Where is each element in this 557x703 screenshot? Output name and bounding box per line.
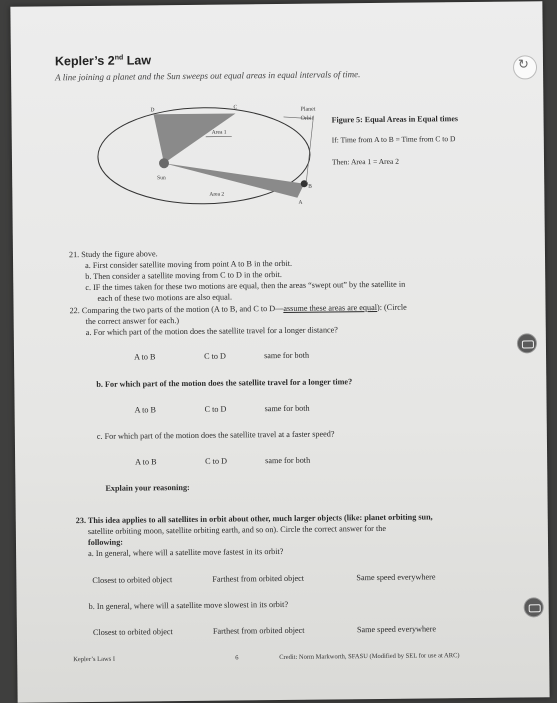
q23-question-a: a. In general, where will a satellite move fastest in its orbit? bbox=[88, 547, 283, 558]
footer-page-number: 6 bbox=[235, 654, 238, 661]
q22-question-b: b. For which part of the motion does the satellite travel for a longer time? bbox=[96, 377, 352, 389]
footer-credit: Credit: Norm Markworth, SFASU (Modified by SEL for use at ARC) bbox=[279, 652, 459, 661]
footer-left: Kepler’s Laws I bbox=[73, 656, 115, 663]
q21-part-c-line1: c. IF the times taken for these two motions are equal, then the areas “swept out” by the satellite in bbox=[85, 280, 405, 292]
q23a-option-closest[interactable]: Closest to orbited object bbox=[92, 575, 172, 585]
q23b-option-same[interactable]: Same speed everywhere bbox=[357, 624, 436, 634]
q22a-option-a-to-b[interactable]: A to B bbox=[134, 352, 155, 361]
q22-stem-line2: the correct answer for each.) bbox=[86, 316, 180, 326]
q23b-option-farthest[interactable]: Farthest from orbited object bbox=[213, 626, 305, 636]
q21-part-c-line2: each of these two motions are also equal. bbox=[97, 292, 232, 302]
figure-caption: Figure 5: Equal Areas in Equal times bbox=[332, 114, 458, 124]
label-orbit: Orbit bbox=[301, 116, 314, 122]
figure-then-line: Then: Area 1 = Area 2 bbox=[332, 157, 399, 167]
camera-icon-2[interactable] bbox=[524, 597, 544, 617]
page-title: Kepler’s 2nd Law bbox=[55, 53, 151, 68]
q23a-option-farthest[interactable]: Farthest from orbited object bbox=[212, 574, 304, 584]
camera-icon[interactable] bbox=[517, 333, 537, 353]
label-a: A bbox=[298, 200, 302, 206]
q21-part-a: a. First consider satellite moving from point A to B in the orbit. bbox=[85, 259, 292, 270]
q23-stem-line3: following: bbox=[88, 538, 123, 547]
label-c: C bbox=[233, 104, 237, 110]
q21-part-b: b. Then consider a satellite moving from C to D in the orbit. bbox=[85, 270, 282, 281]
q21-stem: 21. Study the figure above. bbox=[69, 249, 158, 259]
area-1-sector bbox=[154, 113, 237, 163]
worksheet-page bbox=[10, 1, 549, 703]
q22-question-a: a. For which part of the motion does the satellite travel for a longer distance? bbox=[86, 325, 338, 337]
q22c-option-same[interactable]: same for both bbox=[265, 456, 310, 465]
q22-assumption: assume these areas are equal bbox=[283, 303, 377, 313]
q22c-option-a-to-b[interactable]: A to B bbox=[135, 457, 156, 466]
q22b-option-same[interactable]: same for both bbox=[265, 404, 310, 413]
label-sun: Sun bbox=[157, 175, 166, 181]
label-b: B bbox=[308, 184, 312, 190]
orbit-diagram bbox=[93, 99, 334, 217]
label-area-2: Area 2 bbox=[209, 192, 224, 198]
q22c-option-c-to-d[interactable]: C to D bbox=[205, 457, 227, 466]
planet-pointer-line bbox=[306, 116, 315, 183]
q23-stem-line1: 23. This idea applies to all satellites in orbit about other, much larger objects (like: planet orbiting sun, bbox=[76, 512, 433, 525]
q22b-option-a-to-b[interactable]: A to B bbox=[135, 405, 156, 414]
q22a-option-same[interactable]: same for both bbox=[264, 351, 309, 360]
figure-if-line: If: Time from A to B = Time from C to D bbox=[332, 134, 456, 144]
refresh-icon: ↻ bbox=[518, 57, 529, 72]
q22-explain-label: Explain your reasoning: bbox=[105, 483, 189, 493]
page-subtitle: A line joining a planet and the Sun sweeps out equal areas in equal intervals of time. bbox=[55, 69, 360, 82]
label-d: D bbox=[150, 107, 154, 113]
q23-question-b: b. In general, where will a satellite move slowest in its orbit? bbox=[89, 600, 288, 611]
label-area-1: Area 1 bbox=[212, 130, 227, 136]
q23-stem-line2: satellite orbiting moon, satellite orbiting earth, and so on). Circle the correct answer for the bbox=[88, 524, 386, 536]
label-planet: Planet bbox=[300, 107, 315, 113]
area-2-sector bbox=[164, 162, 304, 199]
q22a-option-c-to-d[interactable]: C to D bbox=[204, 352, 226, 361]
q22-question-c: c. For which part of the motion does the satellite travel at a faster speed? bbox=[97, 429, 335, 440]
q23b-option-closest[interactable]: Closest to orbited object bbox=[93, 627, 173, 637]
q23a-option-same[interactable]: Same speed everywhere bbox=[356, 572, 435, 582]
q22b-option-c-to-d[interactable]: C to D bbox=[205, 405, 227, 414]
q22-stem: 22. Comparing the two parts of the motion (A to B, and C to D—assume these areas are equal): (Circle bbox=[70, 303, 407, 316]
